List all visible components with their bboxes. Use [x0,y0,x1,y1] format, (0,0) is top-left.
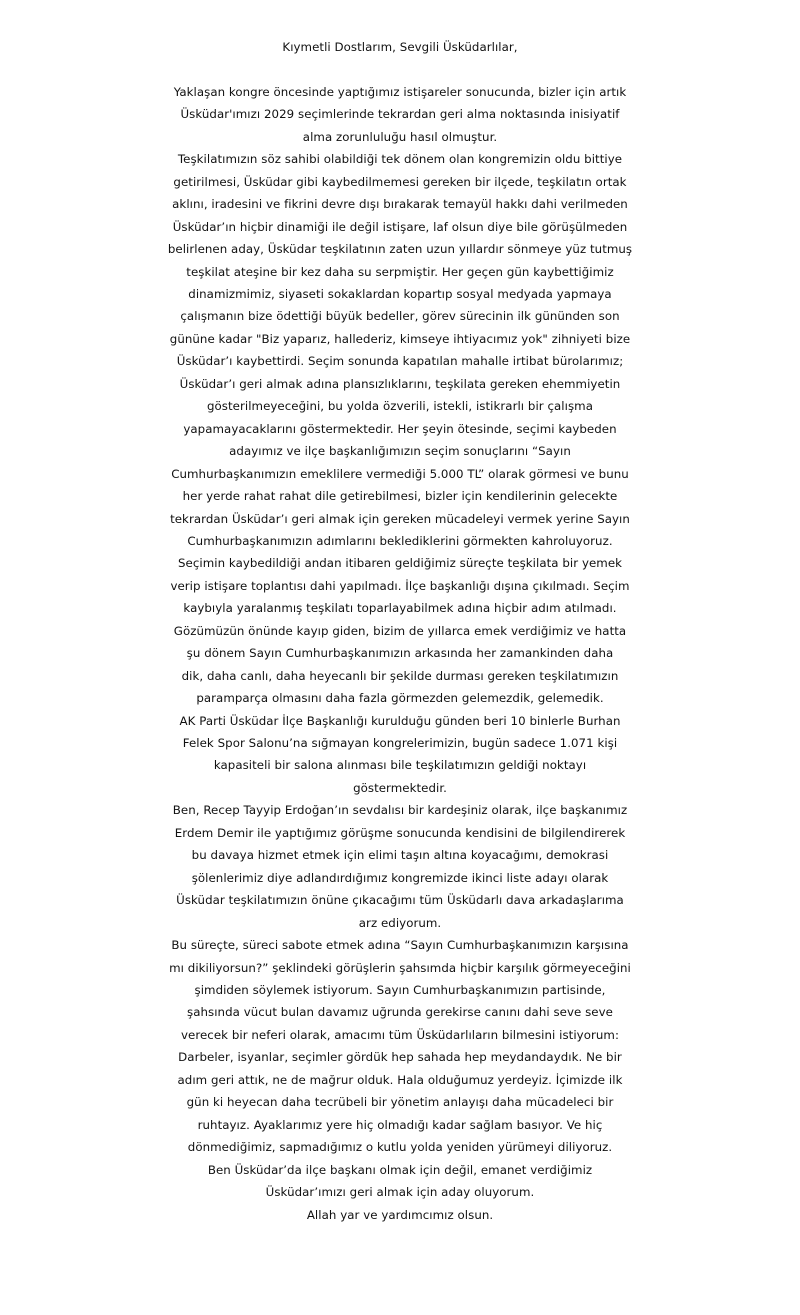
letter-line: dönmediğimiz, sapmadığımız o kutlu yolda yeniden yürümeyi diliyoruz. [187,1140,613,1155]
letter-line: dinamizmimiz, siyaseti sokaklardan kopartıp sosyal medyada yapmaya [188,286,612,301]
letter-line: Seçimin kaybedildiği andan itibaren geldiğimiz süreçte teşkilata bir yemek [177,556,623,571]
letter-line: şimdiden söylemek istiyorum. Sayın Cumhurbaşkanımızın partisinde, [194,983,606,998]
letter-line: her yerde rahat rahat dile getirebilmesi, bizler için kendilerinin gelecekte [182,489,618,504]
letter-line: dik, daha canlı, daha heyecanlı bir şekilde durması gereken teşkilatımızın [181,668,619,683]
letter-line: verecek bir neferi olarak, amacımı tüm Üsküdarlıların bilmesini istiyorum: [181,1027,619,1042]
letter-body [0,36,800,1226]
letter-text [0,81,800,1226]
letter-line: yapamayacaklarını göstermektedir. Her şeyin ötesinde, seçimi kaybeden [183,421,617,436]
letter-line: Gözümüzün önünde kayıp giden, bizim de yıllarca emek verdiğimiz ve hatta [173,623,627,638]
letter-line: Üsküdar'ımızı 2029 seçimlerinde tekrardan geri alma noktasında inisiyatif [180,107,620,122]
letter-line: aklını, iradesini ve fikrini devre dışı bırakarak temayül hakkı dahi verilmeden [172,197,628,212]
letter-line: Cumhurbaşkanımızın emeklilere vermediği 5.000 TL” olarak görmesi ve bunu [171,466,629,481]
letter-greeting: Kıymetli Dostlarım, Sevgili Üsküdarlılar, [282,40,518,54]
letter-line: ruhtayız. Ayaklarımız yere hiç olmadığı kadar sağlam basıyor. Ve hiç [197,1117,603,1132]
letter-line: alma zorunluluğu hasıl olmuştur. [302,129,498,144]
letter-line: gösterilmeyeceğini, bu yolda özverili, istekli, istikrarlı bir çalışma [207,399,593,414]
letter-line: gününe kadar "Biz yaparız, hallederiz, kimseye ihtiyacımız yok" zihniyeti bize [169,331,631,346]
letter-line: Üsküdar’ı kaybettirdi. Seçim sonunda kapatılan mahalle irtibat bürolarımız; [176,354,624,369]
letter-line: Teşkilatımızın söz sahibi olabildiği tek dönem olan kongremizin oldu bittiye [177,152,623,167]
letter-line: Üsküdar’ı geri almak adına plansızlıklarını, teşkilata gereken ehemmiyetin [179,376,621,391]
letter-line: paramparça olmasını daha fazla görmezden gelemezdik, gelemedik. [196,691,604,706]
letter-line: kaybıyla yaralanmış teşkilatı toparlayabilmek adına hiçbir adım atılmadı. [183,601,617,616]
letter-line: Darbeler, isyanlar, seçimler gördük hep sahada hep meydandaydık. Ne bir [178,1050,622,1065]
letter-line: arz ediyorum. [358,915,442,930]
letter-line: şu dönem Sayın Cumhurbaşkanımızın arkasında her zamankinden daha [186,646,614,661]
letter-line: Ben Üsküdar’da ilçe başkanı olmak için değil, emanet verdiğimiz [207,1162,593,1177]
letter-line: çalışmanın bize ödettiği büyük bedeller, görev sürecinin ilk gününden son [180,309,620,324]
letter-line: AK Parti Üsküdar İlçe Başkanlığı kurulduğu günden beri 10 binlerle Burhan [179,713,621,728]
letter-line: belirlenen aday, Üsküdar teşkilatının zaten uzun yıllardır sönmeye yüz tutmuş [167,242,633,257]
letter-line: mı dikiliyorsun?” şeklindeki görüşlerin şahsımda hiçbir karşılık görmeyeceğini [169,960,631,975]
letter-line: Üsküdar’ımızı geri almak için aday oluyorum. [265,1185,535,1200]
letter-line: gün ki heyecan daha tecrübeli bir yönetim anlayışı daha mücadeleci bir [186,1095,614,1110]
letter-line: tekrardan Üsküdar’ı geri almak için gereken mücadeleyi vermek yerine Sayın [170,511,630,526]
letter-line: bu davaya hizmet etmek için elimi taşın altına koyacağımı, demokrasi [191,848,609,863]
letter-line: Erdem Demir ile yaptığımız görüşme sonucunda kendisini de bilgilendirerek [174,825,626,840]
letter-line: adayımız ve ilçe başkanlığımızın seçim sonuçlarını “Sayın [229,444,571,459]
letter-line: Yaklaşan kongre öncesinde yaptığımız istişareler sonucunda, bizler için artık [173,84,627,99]
letter-line: teşkilat ateşine bir kez daha su serpmiştir. Her geçen gün kaybettiğimiz [186,264,614,279]
letter-line: Üsküdar teşkilatımızın önüne çıkacağımı tüm Üsküdarlı dava arkadaşlarıma [176,893,624,908]
letter-line: Üsküdar’ın hiçbir dinamiği ile değil istişare, laf olsun diye bile görüşülmeden [172,219,628,234]
letter-line: adım geri attık, ne de mağrur olduk. Hala olduğumuz yerdeyiz. İçimizde ilk [177,1072,623,1087]
paragraph-gap [0,58,800,80]
letter-line: Allah yar ve yardımcımız olsun. [306,1207,494,1222]
letter-line: Bu süreçte, süreci sabote etmek adına “Sayın Cumhurbaşkanımızın karşısına [171,938,629,953]
letter-line: getirilmesi, Üsküdar gibi kaybedilmemesi gereken bir ilçede, teşkilatın ortak [173,174,627,189]
letter-line: kapasiteli bir salona alınması bile teşkilatımızın geldiği noktayı [213,758,587,773]
letter-line: şahsında vücut bulan davamız uğrunda gerekirse canını dahi seve seve [187,1005,613,1020]
letter-line: Ben, Recep Tayyip Erdoğan’ın sevdalısı bir kardeşiniz olarak, ilçe başkanımız [172,803,628,818]
letter-line: şölenlerimiz diye adlandırdığımız kongremizde ikinci liste adayı olarak [191,870,609,885]
letter-line: verip istişare toplantısı dahi yapılmadı. İlçe başkanlığı dışına çıkılmadı. Seçim [170,578,630,593]
letter-line: Felek Spor Salonu’na sığmayan kongrelerimizin, bugün sadece 1.071 kişi [182,736,618,751]
letter-line: Cumhurbaşkanımızın adımlarını beklediklerini görmekten kahroluyoruz. [187,533,613,548]
letter-line: göstermektedir. [353,780,447,795]
